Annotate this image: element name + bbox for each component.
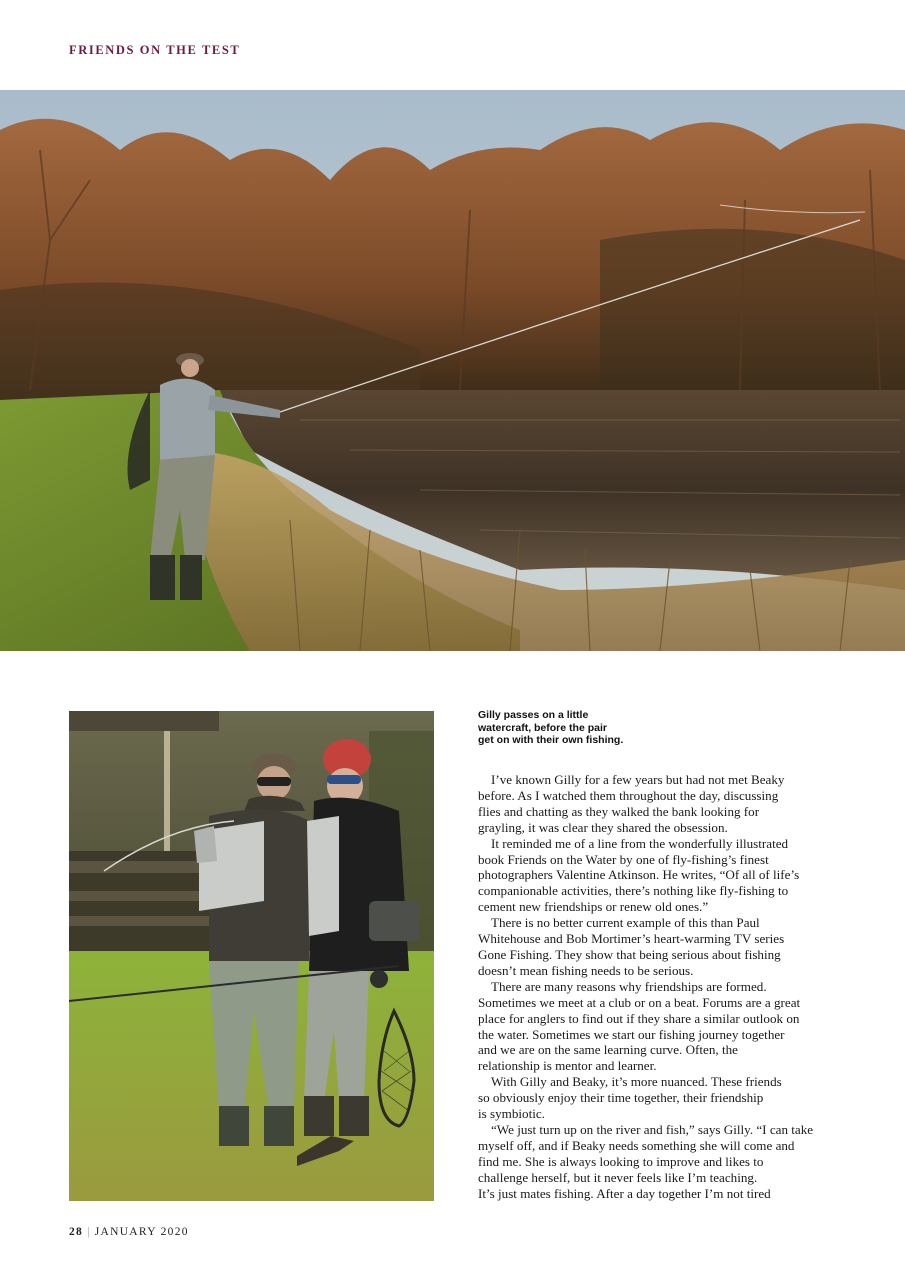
article-line: Sometimes we meet at a club or on a beat. Forums are a great (478, 994, 801, 1010)
article-line: flies and chatting as they walked the bank looking for (478, 803, 760, 819)
footer-separator: | (87, 1226, 91, 1238)
article-line: Whitehouse and Bob Mortimer’s heart-warming TV series (478, 931, 785, 947)
article-line: grayling, it was clear they shared the obsession. (478, 819, 728, 835)
article-line: With Gilly and Beaky, it’s more nuanced. These friends (491, 1074, 782, 1090)
article-line: doesn’t mean fishing needs to be serious. (478, 962, 694, 978)
article-paragraph (478, 979, 850, 1074)
article-line: cement new friendships or renew old ones.” (478, 899, 709, 915)
page-number: 28 (69, 1226, 84, 1238)
article-line: “We just turn up on the river and fish,” says Gilly. “I can take (491, 1121, 814, 1137)
issue-date: JANUARY 2020 (94, 1226, 189, 1238)
article-line: It’s just mates fishing. After a day together I’m not tired (478, 1185, 771, 1201)
page-footer (69, 1226, 189, 1238)
article-line: the water. Sometimes we start our fishing journey together (478, 1026, 785, 1042)
article-line: Gone Fishing. They show that being serious about fishing (478, 946, 781, 962)
article-paragraph (478, 772, 850, 836)
article-line: companionable activities, there’s nothing like fly-fishing to (478, 883, 789, 899)
article-line: is symbiotic. (478, 1106, 545, 1122)
article-paragraph (478, 1074, 850, 1122)
hero-photo-angler-casting (0, 90, 905, 651)
article-line: and we are on the same learning curve. Often, the (478, 1042, 738, 1058)
article-line: It reminded me of a line from the wonderfully illustrated (491, 835, 789, 851)
article-line: relationship is mentor and learner. (478, 1058, 657, 1074)
article-line: so obviously enjoy their time together, their friendship (478, 1090, 764, 1106)
caption-line: Gilly passes on a little (478, 709, 589, 721)
article-paragraph (478, 1122, 850, 1202)
article-line: place for anglers to find out if they share a similar outlook on (478, 1010, 800, 1026)
article-line: challenge herself, but it never feels like I’m teaching. (478, 1169, 758, 1185)
article-line: I’ve known Gilly for a few years but had not met Beaky (491, 772, 785, 787)
caption-line: watercraft, before the pair (478, 721, 607, 734)
article-line: myself off, and if Beaky needs something she will come and (478, 1137, 795, 1153)
article-paragraph (478, 915, 850, 979)
article-line: book Friends on the Water by one of fly-fishing’s finest (478, 851, 769, 867)
article-body (478, 772, 850, 1201)
section-title: FRIENDS ON THE TEST (69, 43, 241, 57)
article-line: There are many reasons why friendships are formed. (491, 978, 767, 994)
article-line: find me. She is always looking to improve and likes to (478, 1153, 764, 1169)
photo-gilly-and-beaky (69, 711, 434, 1201)
caption-line: get on with their own fishing. (478, 734, 624, 746)
article-paragraph (478, 836, 850, 916)
article-line: There is no better current example of this than Paul (491, 915, 760, 931)
photo-caption (478, 709, 668, 747)
article-line: before. As I watched them throughout the day, discussing (478, 787, 779, 803)
article-line: photographers Valentine Atkinson. He writes, “Of all of life’s (478, 867, 800, 883)
